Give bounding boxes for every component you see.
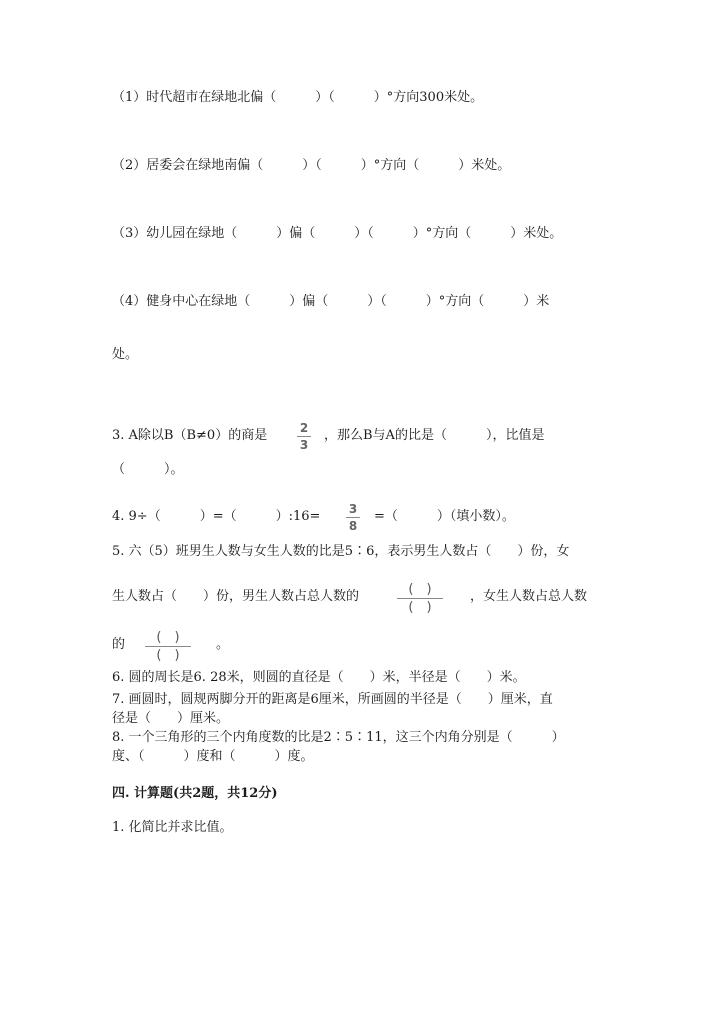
q5-text-a: 5. 六（5）班男生人数与女生人数的比是5∶6，表示男生人数占（ ）份，女 bbox=[112, 544, 570, 559]
fraction-blank-girls bbox=[145, 630, 191, 663]
fraction-denominator: 3 bbox=[299, 438, 309, 452]
q4-text-b: =（ ）（填小数）。 bbox=[374, 509, 515, 524]
fraction-denominator: 8 bbox=[348, 519, 358, 533]
q3-text-b: ，那么B与A的比是（ ），比值是 bbox=[324, 428, 545, 443]
q7-text-b: 径是（ ）厘米。 bbox=[112, 711, 230, 726]
fraction-numerator: 2 bbox=[299, 421, 309, 435]
fraction-denominator-blank: ( ) bbox=[156, 648, 180, 663]
q5-text-d: 的 bbox=[112, 637, 126, 652]
q5-text-e: 。 bbox=[216, 637, 230, 652]
q3-text-a: 3. A除以B（B≠0）的商是 bbox=[112, 428, 268, 443]
fraction-bar bbox=[397, 598, 443, 599]
q8-text-a: 8. 一个三角形的三个内角度数的比是2∶5∶11，这三个内角分别是（ ） bbox=[112, 730, 565, 745]
q6-text: 6. 圆的周长是6. 28米，则圆的直径是（ ）米，半径是（ ）米。 bbox=[112, 670, 526, 685]
q4-text-a: 4. 9÷（ ）=（ ）:16= bbox=[112, 509, 321, 524]
q7-text-a: 7. 画圆时，圆规两脚分开的距离是6厘米，所画圆的半径是（ ）厘米，直 bbox=[112, 692, 553, 707]
calc-question-1: 1. 化简比并求比值。 bbox=[112, 820, 233, 835]
fraction-bar bbox=[346, 517, 360, 518]
q3-text-c: （ ）。 bbox=[112, 462, 184, 477]
direction-line-4-cont: 处。 bbox=[112, 347, 139, 362]
fraction-blank-boys bbox=[397, 582, 443, 615]
fraction-bar bbox=[297, 436, 311, 437]
q5-text-c: ，女生人数占总人数 bbox=[470, 589, 588, 604]
direction-line-1: （1）时代超市在绿地北偏（ ）（ ）°方向300米处。 bbox=[112, 90, 484, 105]
direction-line-4: （4）健身中心在绿地（ ）偏（ ）（ ）°方向（ ）米 bbox=[112, 294, 550, 309]
section-heading-calculation: 四. 计算题(共2题，共12分) bbox=[112, 786, 278, 801]
q8-text-b: 度、（ ）度和（ ）度。 bbox=[112, 749, 314, 764]
fraction-numerator: 3 bbox=[348, 502, 358, 516]
fraction-numerator-blank: ( ) bbox=[156, 630, 180, 645]
direction-line-3: （3）幼儿园在绿地（ ）偏（ ）（ ）°方向（ ）米处。 bbox=[112, 226, 563, 241]
fraction-three-eighths bbox=[346, 502, 360, 533]
fraction-denominator-blank: ( ) bbox=[408, 600, 432, 615]
fraction-bar bbox=[145, 646, 191, 647]
q5-text-b: 生人数占（ ）份，男生人数占总人数的 bbox=[112, 589, 360, 604]
fraction-two-thirds bbox=[297, 421, 311, 452]
direction-line-2: （2）居委会在绿地南偏（ ）（ ）°方向（ ）米处。 bbox=[112, 158, 511, 173]
fraction-numerator-blank: ( ) bbox=[408, 582, 432, 597]
